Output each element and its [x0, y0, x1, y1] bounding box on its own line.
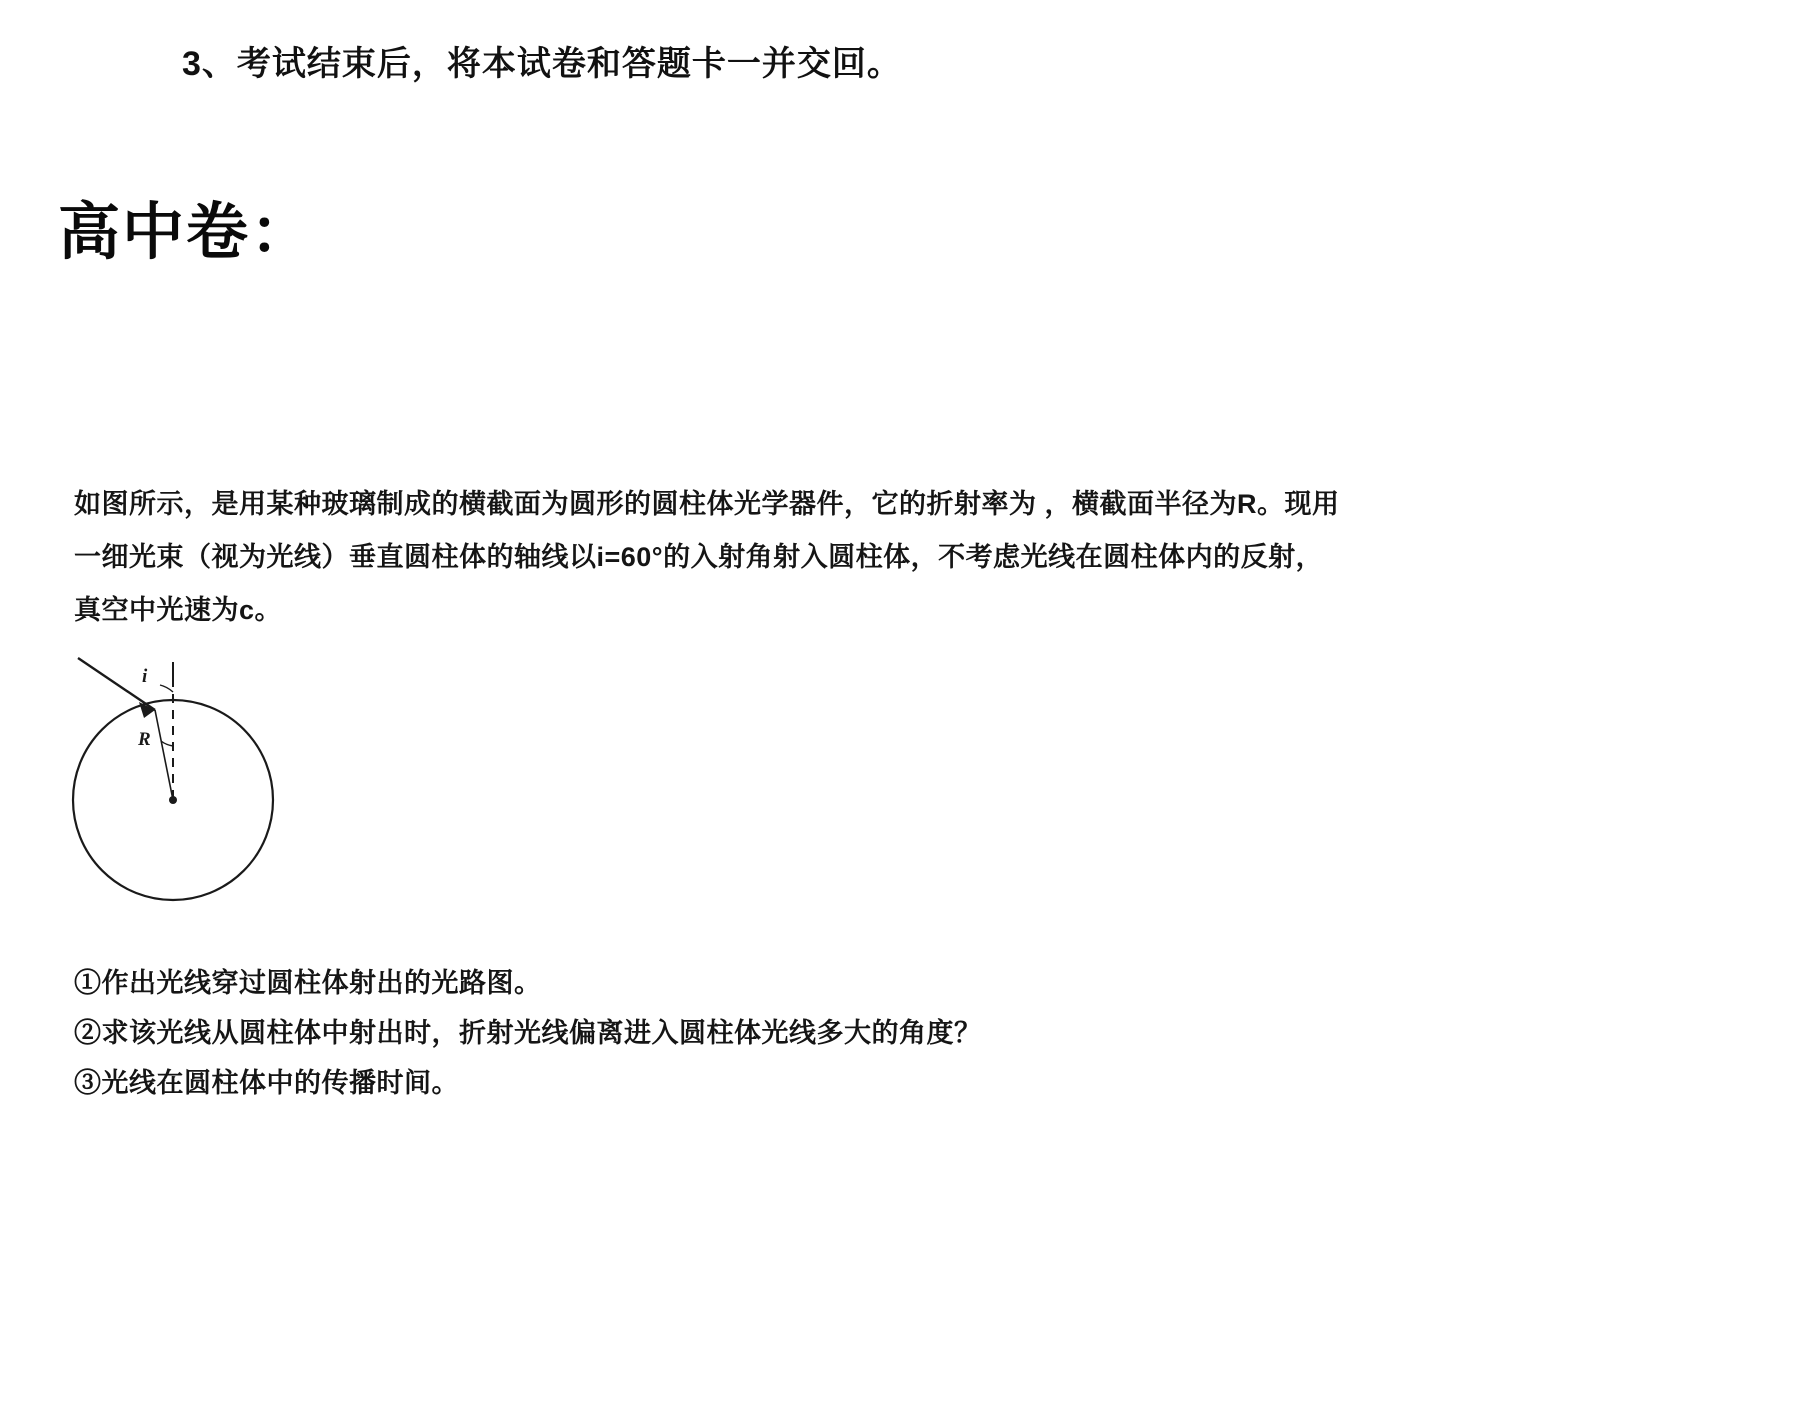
problem-statement-line: 真空中光速为c。: [74, 595, 283, 625]
question-item: ①作出光线穿过圆柱体射出的光路图。: [74, 968, 542, 998]
exam-instruction-text: 3、考试结束后，将本试卷和答题卡一并交回。: [182, 45, 902, 83]
problem-statement-line: 一细光束（视为光线）垂直圆柱体的轴线以i=60°的入射角射入圆柱体，不考虑光线在圆柱体内的反射，: [74, 542, 1324, 572]
problem-statement-line: 如图所示，是用某种玻璃制成的横截面为圆形的圆柱体光学器件，它的折射率为 ，横截面半径为R。现用: [74, 489, 1340, 519]
page-title: 高中卷：: [58, 198, 315, 267]
angle-r-label: R: [138, 729, 151, 750]
question-list: [74, 958, 1574, 1108]
angle-i-arc: [160, 685, 173, 692]
optics-diagram: [60, 640, 360, 930]
problem-statement: [74, 478, 1674, 637]
question-item: ③光线在圆柱体中的传播时间。: [74, 1068, 459, 1098]
question-item: ②求该光线从圆柱体中射出时，折射光线偏离进入圆柱体光线多大的角度？: [74, 1018, 982, 1048]
angle-i-label: i: [142, 666, 148, 687]
refracted-ray: [155, 710, 173, 800]
